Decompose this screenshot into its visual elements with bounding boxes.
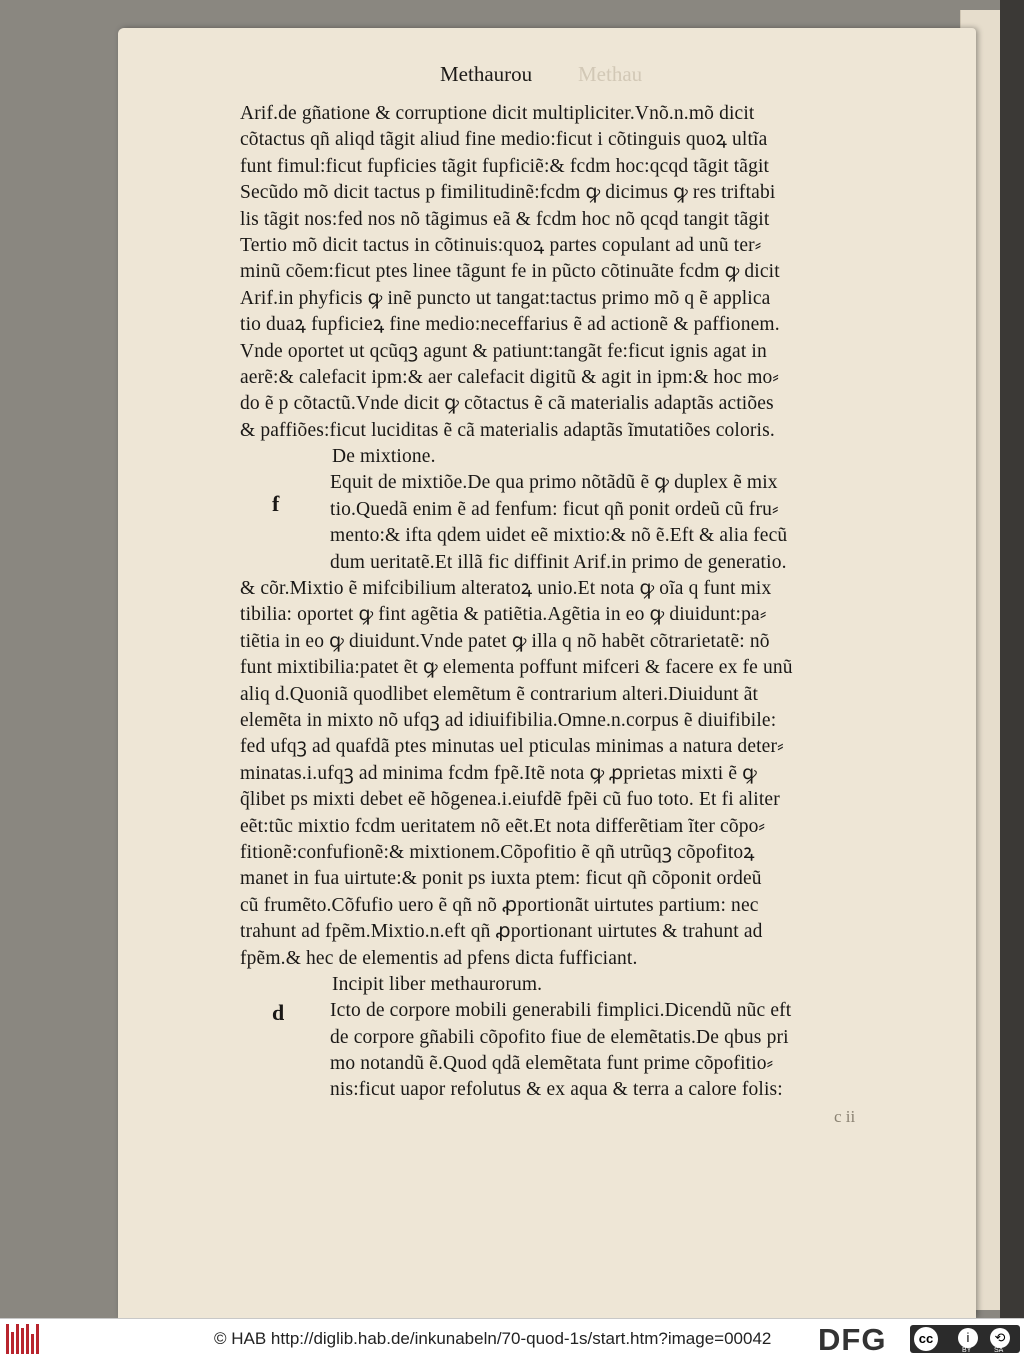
text-line: Arif.in phyficis ꝙ inẽ puncto ut tangat:tactus primo mõ q ẽ applica [240, 287, 771, 309]
text-line: aliq d.Quoniã quodlibet elemẽtum ẽ contrarium alteri.Diuidunt ãt [240, 683, 759, 705]
text-line: tio.Quedã enim ẽ ad fenfum: ficut qñ ponit ordeũ cũ fru⸗ [330, 498, 779, 520]
text-line: elemẽta in mixto nõ ufqꝫ ad idiuifibilia.Omne.n.corpus ẽ diuifibile: [240, 709, 777, 731]
text-line: tiẽtia in eo ꝙ diuidunt.Vnde patet ꝙ illa q nõ habẽt cõtrarietatẽ: nõ [240, 630, 770, 652]
text-line: Equit de mixtiõe.De qua primo nõtãdũ ẽ ꝙ duplex ẽ mix [330, 472, 778, 494]
text-line: funt mixtibilia:patet ẽt ꝙ elementa poffunt mifceri & facere ex fe unũ [240, 657, 793, 679]
source-credit-link[interactable]: © HAB http://diglib.hab.de/inkunabeln/70-quod-1s/start.htm?image=00042 [214, 1329, 772, 1348]
cc-icon: cc [914, 1327, 938, 1351]
text-line: aerẽ:& calefacit ipm:& aer calefacit digitũ & agit in ipm:& hoc mo⸗ [240, 366, 780, 388]
text-line: minũ cõem:ficut ptes linee tãgunt fe in pũcto cõtinuãte fcdm ꝙ dicit [240, 261, 780, 283]
text-line: mento:& ifta qdem uidet eẽ mixtio:& nõ ẽ.Eft & alia fecũ [330, 525, 788, 547]
signature-mark: c ii [834, 1107, 856, 1126]
by-icon: i [958, 1328, 978, 1348]
sa-icon: ⟲ [990, 1328, 1010, 1348]
by-label: BY [962, 1347, 972, 1354]
viewer-footer [0, 1318, 1024, 1359]
text-line: dum ueritatẽ.Et illã fic diffinit Arif.in primo de generatio. [330, 551, 787, 573]
guide-letter-f: f [272, 491, 280, 516]
text-line: fed ufqꝫ ad quafdã ptes minutas uel pticulas minimas a natura deter⸗ [240, 736, 784, 758]
sa-label: SA [994, 1347, 1004, 1354]
guide-letter-d: d [272, 1000, 285, 1025]
book-edge-shadow [1000, 0, 1024, 1318]
text-line: funt fimul:ficut fupficies tãgit fupficiẽ:& fcdm hoc:qcqd tãgit tãgit [240, 155, 770, 177]
text-line: mo notandũ ẽ.Quod qdã elemẽtata funt prime cõpofitio⸗ [330, 1053, 774, 1075]
text-line: Vnde oportet ut qcũqꝫ agunt & patiunt:tangãt fe:ficut ignis agat in [240, 340, 767, 362]
text-line: lis tãgit nos:fed nos nõ tãgimus eã & fcdm hoc nõ qcqd tangit tãgit [240, 208, 770, 230]
text-line: Icto de corpore mobili generabili fimplici.Dicendũ nũc eft [330, 1000, 792, 1022]
text-line: tibilia: oportet ꝙ fint agẽtia & patiẽtia.Agẽtia in eo ꝙ diuidunt:pa⸗ [240, 604, 767, 626]
running-head: Methaurou [440, 62, 533, 86]
text-line: cõtactus qñ aliqd tãgit aliud fine medio:ficut i cõtinguis quoꝝ ultĩa [240, 129, 768, 151]
text-line: do ẽ p cõtactũ.Vnde dicit ꝙ cõtactus ẽ cã materialis adaptãs actiões [240, 393, 774, 415]
text-line: trahunt ad fpẽm.Mixtio.n.eft qñ ꝓportionant uirtutes & trahunt ad [240, 921, 763, 943]
text-line: Arif.de gñatione & corruptione dicit multipliciter.Vnõ.n.mõ dicit [240, 103, 755, 124]
text-line: q̃libet ps mixti debet eẽ hõgenea.i.eiufdẽ fpẽi cũ fuo toto. Et fi aliter [240, 789, 780, 811]
text-line: & paffiões:ficut luciditas ẽ cã materialis adaptãs ĩmutatiões coloris. [240, 419, 775, 441]
ghost-running-head: Methau [578, 62, 643, 86]
text-line: fitionẽ:confufionẽ:& mixtionem.Cõpofitio ẽ qñ utrũqꝫ cõpofitoꝝ [240, 841, 755, 863]
text-line: tio duaꝝ fupficieꝝ fine medio:neceffarius ẽ ad actionẽ & paffionem. [240, 314, 780, 336]
dfg-logo: DFG [818, 1322, 887, 1357]
text-line: Tertio mõ dicit tactus in cõtinuis:quoꝝ partes copulant ad unũ ter⸗ [240, 234, 762, 256]
text-line: Secũdo mõ dicit tactus p fimilitudinẽ:fcdm ꝙ dicimus ꝙ res triftabi [240, 182, 776, 204]
text-line: fpẽm.& hec de elementis ad pfens dicta fufficiant. [240, 947, 638, 969]
text-line: & cõr.Mixtio ẽ mifcibilium alteratoꝝ unio.Et nota ꝙ oĩa q funt mix [240, 578, 772, 600]
barcode-logo [6, 1324, 42, 1354]
text-line: de corpore gñabili cõpofito fiue de elemẽtatis.De qbus pri [330, 1026, 789, 1048]
text-line: cũ frumẽto.Cõfufio uero ẽ qñ nõ ꝓportionãt uirtutes partium: nec [240, 894, 759, 916]
cc-license-badge[interactable] [910, 1325, 1020, 1353]
section-heading: De mixtione. [332, 446, 436, 468]
section-heading: Incipit liber methaurorum. [332, 973, 543, 995]
text-line: manet in fua uirtute:& ponit ps iuxta ptem: ficut qñ cõponit ordeũ [240, 868, 762, 890]
text-block [240, 101, 896, 1104]
text-line: eẽt:tũc mixtio fcdm ueritatem nõ eẽt.Et nota differẽtiam ĩter cõpo⸗ [240, 815, 766, 837]
text-line: minatas.i.ufqꝫ ad minima fcdm fpẽ.Itẽ nota ꝙ ꝓprietas mixti ẽ ꝙ [240, 762, 757, 784]
text-line: nis:ficut uapor refolutus & ex aqua & terra a calore folis: [330, 1079, 783, 1101]
